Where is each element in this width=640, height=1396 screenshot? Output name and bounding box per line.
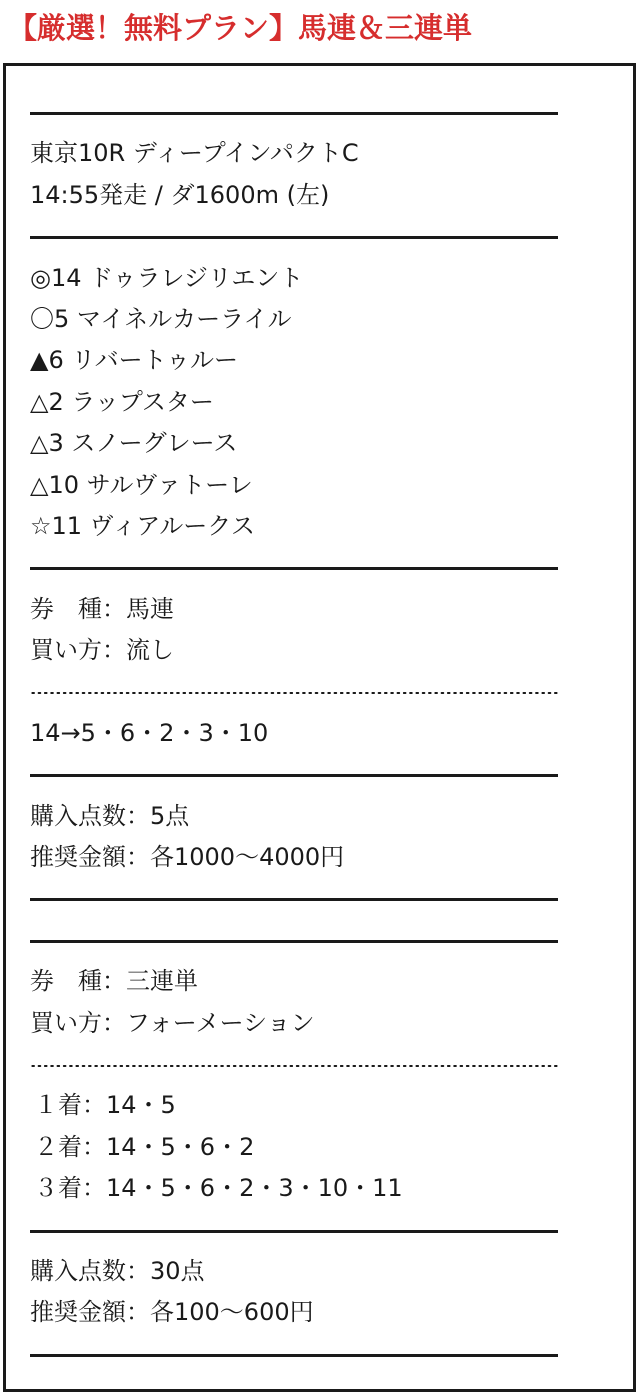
pick-renka-3: △10 サルヴァトーレ — [30, 470, 253, 499]
sanrentan-third: ３着：14・5・6・2・3・10・11 — [34, 1174, 403, 1203]
divider — [30, 547, 560, 588]
sanrentan-ticket-type: 券 種：三連単 — [30, 967, 198, 996]
race-name: 東京10R ディープインパクトC — [30, 139, 359, 168]
divider — [30, 92, 560, 133]
race-info: 14:55発走 / ダ1600m (左) — [30, 180, 330, 209]
pick-taikou: 〇5 マイネルカーライル — [30, 304, 292, 333]
umaren-points: 購入点数：5点 — [30, 801, 190, 830]
divider — [30, 216, 560, 257]
sanrentan-amount: 推奨金額：各100～600円 — [30, 1298, 314, 1327]
divider — [30, 1334, 560, 1375]
sanrentan-second: ２着：14・5・6・2 — [34, 1132, 255, 1161]
pick-renka-1: △2 ラップスター — [30, 387, 214, 416]
sanrentan-method: 買い方：フォーメーション — [30, 1008, 315, 1037]
prediction-box — [3, 63, 636, 1392]
sanrentan-points: 購入点数：30点 — [30, 1256, 205, 1285]
divider — [30, 1210, 560, 1251]
umaren-ticket-type: 券 種：馬連 — [30, 594, 174, 623]
sanrentan-first: １着：14・5 — [34, 1091, 176, 1120]
umaren-combination: 14→5・6・2・3・10 — [30, 718, 269, 747]
divider — [30, 754, 560, 795]
dotted-divider — [30, 1044, 560, 1085]
prediction-content — [30, 92, 560, 1375]
pick-tanana: ▲6 リバートゥルー — [30, 346, 239, 375]
dotted-divider — [30, 671, 560, 712]
pick-renka-2: △3 スノーグレース — [30, 429, 238, 458]
pick-hoshi: ☆11 ヴィアルークス — [30, 511, 256, 540]
umaren-amount: 推奨金額：各1000～4000円 — [30, 843, 345, 872]
umaren-method: 買い方：流し — [30, 636, 174, 665]
divider — [30, 878, 560, 919]
divider — [30, 920, 560, 961]
pick-honmei: ◎14 ドゥラレジリエント — [30, 263, 304, 292]
page-title: 【厳選！無料プラン】馬連＆三連単 — [8, 11, 473, 45]
